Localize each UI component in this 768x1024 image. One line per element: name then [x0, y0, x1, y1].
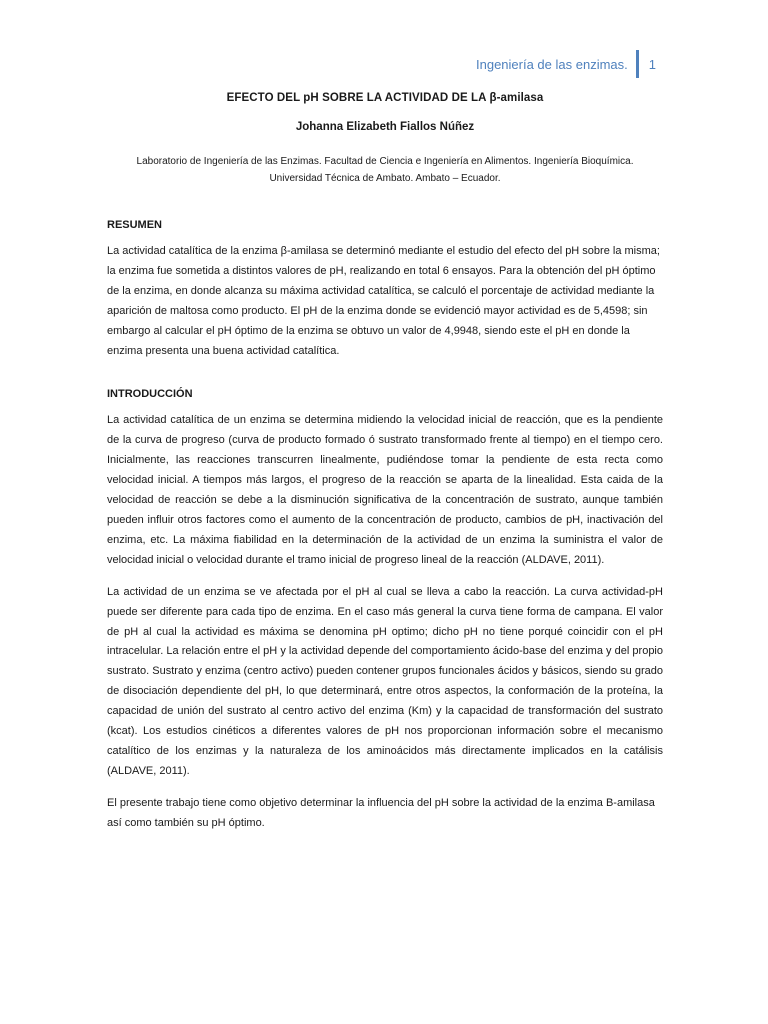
paper-title: EFECTO DEL pH SOBRE LA ACTIVIDAD DE LA β-amilasa: [226, 92, 544, 104]
author-affiliation: Laboratorio de Ingeniería de las Enzimas. Facultad de Ciencia e Ingeniería en Alimentos. Ingeniería Bioquímica. Universidad Técnica de Ambato. Ambato – Ecuador.: [136, 156, 634, 184]
section-gap: [107, 373, 663, 388]
introduction-paragraph: La actividad de un enzima se ve afectada por el pH al cual se lleva a cabo la reacción. La curva actividad-pH puede ser diferente para cada tipo de enzima. En el caso más general la curva tiene forma de campana. El valor de pH al cual la actividad es máxima se denomina pH optimo; dicho pH no tiene porqué coincidir con el pH intracelular. La relación entre el pH y la actividad depende del comportamiento ácido-base del enzima y del propio sustrato. Sustrato y enzima (centro activo) pueden contener grupos funcionales ácidos y básicos, siendo su grado de disociación dependiente del pH, lo que determinará, entre otros aspectos, la conformación de la proteína, la capacidad de unión del sustrato al centro activo del enzima (Km) y la capacidad de transformación del sustrato (kcat). Los estudios cinéticos a diferentes valores de pH nos proporcionan información sobre el mecanismo catalítico de los enzimas y la naturaleza de los aminoácidos más directamente implicados en la catálisis (ALDAVE, 2011).: [107, 585, 663, 777]
page-number: 1: [648, 56, 656, 72]
abstract-heading: RESUMEN: [107, 219, 163, 231]
introduction-section: [107, 388, 663, 833]
author-name: Johanna Elizabeth Fiallos Núñez: [295, 121, 475, 133]
introduction-paragraph: La actividad catalítica de un enzima se determina midiendo la velocidad inicial de reacción, que es la pendiente de la curva de progreso (curva de producto formado ó sustrato transformado frente al tiempo) en el tiempo cero. Inicialmente, las reacciones transcurren linealmente, pudiéndose tomar la pendiente de esta recta como velocidad inicial. A tiempos más largos, el progreso de la reacción se aparta de la linealidad. Esta caida de la velocidad de reacción se debe a la disminución significativa de la concentración de sustrato, aunque también pueden influir otros factores como el aumento de la concentración de producto, cambios de pH, inactivación del enzima, etc. La máxima fiabilidad en la determinación de la actividad de un enzima la suministra el valor de velocidad inicial o velocidad durante el tramo inicial de progreso lineal de la reacción (ALDAVE, 2011).: [107, 414, 663, 566]
introduction-heading: INTRODUCCIÓN: [107, 388, 193, 401]
header-divider: [636, 50, 639, 78]
page-content: [107, 92, 663, 846]
running-header: [476, 50, 656, 78]
abstract-text: La actividad catalítica de la enzima β-amilasa se determinó mediante el estudio del efecto del pH sobre la misma; la enzima fue sometida a distintos valores de pH, realizando en total 6 ensayos. Para la obtención del pH óptimo de la enzima, en donde alcanza su máxima actividad catalítica, se calculó el porcentaje de actividad mediante la aparición de maltosa como producto. El pH de la enzima donde se evidenció mayor actividad es de 5,4598; sin embargo al calcular el pH óptimo de la enzima se obtuvo un valor de 4,9948, siendo este el pH en donde la enzima presenta una buena actividad catalítica.: [107, 245, 660, 357]
running-title: Ingeniería de las enzimas.: [476, 56, 628, 72]
abstract-section: [107, 219, 663, 361]
introduction-paragraph: El presente trabajo tiene como objetivo determinar la influencia del pH sobre la actividad de la enzima B-amilasa así como también su pH óptimo.: [107, 796, 655, 829]
